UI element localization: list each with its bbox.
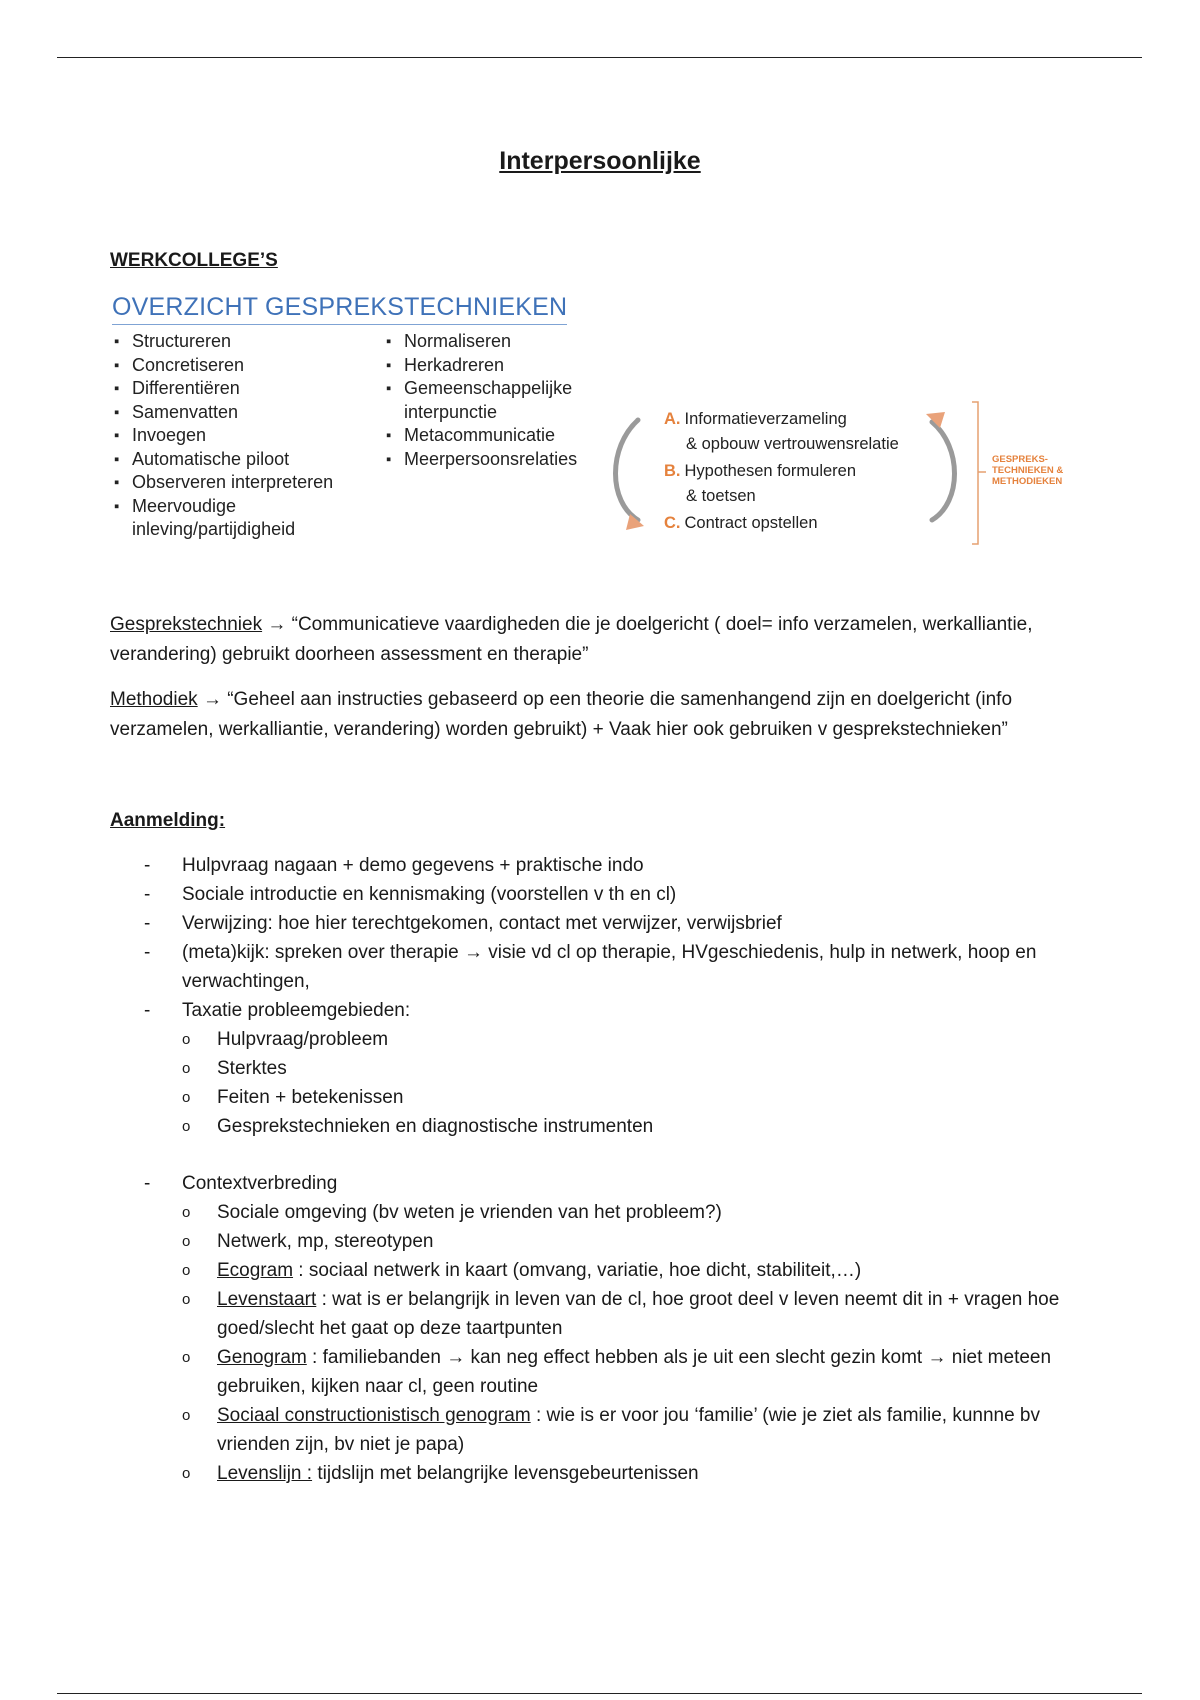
sub-list-item: o Sterktes bbox=[182, 1058, 287, 1079]
footer-rule bbox=[57, 1693, 1142, 1694]
page-title: Interpersoonlijke bbox=[499, 147, 701, 175]
technique-item: ▪ Structureren bbox=[112, 330, 333, 354]
sub-list-item: o Ecogram : sociaal netwerk in kaart (omvang, variatie, hoe dicht, stabiliteit,…) bbox=[182, 1260, 862, 1281]
technique-item: ▪ Concretiseren bbox=[112, 354, 333, 378]
step-a-line2: & opbouw vertrouwensrelatie bbox=[686, 435, 899, 453]
technique-item: ▪ Observeren interpreteren bbox=[112, 471, 333, 495]
section-aanmelding: Aanmelding: bbox=[110, 810, 226, 831]
process-diagram bbox=[600, 392, 1090, 552]
technique-item: ▪ Meerpersoonsrelaties bbox=[384, 448, 577, 472]
list-item: - Hulpvraag nagaan + demo gegevens + praktische indo bbox=[144, 855, 644, 876]
technique-item: ▪ Samenvatten bbox=[112, 401, 333, 425]
technique-item: ▪ Gemeenschappelijke bbox=[384, 377, 577, 401]
technique-item: ▪ Metacommunicatie bbox=[384, 424, 577, 448]
sub-list-item: o Gesprekstechnieken en diagnostische instrumenten bbox=[182, 1116, 654, 1137]
sub-list-item: o Levenslijn : tijdslijn met belangrijke levensgebeurtenissen bbox=[182, 1463, 699, 1484]
step-b: B. Hypothesen formuleren bbox=[664, 462, 857, 480]
list-spacer bbox=[110, 1141, 1110, 1169]
sub-list-item: o Genogram : familiebanden → kan neg effect hebben als je uit een slecht gezin komt → niet meteen gebruiken, kijken naar cl, geen routine bbox=[182, 1347, 1052, 1397]
side-label: GESPREKS- TECHNIEKEN & METHODIEKEN bbox=[992, 454, 1064, 487]
step-c: C. Contract opstellen bbox=[664, 514, 818, 532]
sub-list-item: o Hulpvraag/probleem bbox=[182, 1029, 389, 1050]
step-b-line2: & toetsen bbox=[686, 487, 756, 505]
definition-gesprekstechniek: Gesprekstechniek → “Communicatieve vaardigheden die je doelgericht ( doel= info verzamelen, werkalliantie, verandering) gebruikt doorheen assessment en therapie” bbox=[110, 614, 1033, 665]
technique-item: ▪ Herkadreren bbox=[384, 354, 577, 378]
technique-item: ▪ Automatische piloot bbox=[112, 448, 333, 472]
list-item: - Sociale introductie en kennismaking (voorstellen v th en cl) bbox=[144, 884, 677, 905]
technique-item-continuation: inleving/partijdigheid bbox=[132, 519, 296, 539]
aanmelding-list bbox=[110, 851, 1110, 1488]
technique-item: ▪ Meervoudige bbox=[112, 495, 333, 519]
sub-list-item: o Netwerk, mp, stereotypen bbox=[182, 1231, 434, 1252]
list-item: - Taxatie probleemgebieden: bbox=[144, 1000, 411, 1021]
techniques-column-2 bbox=[384, 330, 577, 471]
list-item: - (meta)kijk: spreken over therapie → visie vd cl op therapie, HVgeschiedenis, hulp in netwerk, hoop en verwachtingen, bbox=[144, 942, 1037, 992]
sub-list-item: o Sociale omgeving (bv weten je vrienden van het probleem?) bbox=[182, 1202, 722, 1223]
technique-item: ▪ Invoegen bbox=[112, 424, 333, 448]
technique-item: ▪ Normaliseren bbox=[384, 330, 577, 354]
step-a: A. Informatieverzameling bbox=[664, 410, 847, 428]
header-rule bbox=[57, 57, 1142, 58]
sub-list-item: o Feiten + betekenissen bbox=[182, 1087, 404, 1108]
techniques-column-1 bbox=[112, 330, 333, 542]
list-item: - Contextverbreding bbox=[144, 1173, 338, 1194]
technique-item-continuation: interpunctie bbox=[404, 401, 498, 422]
sub-list-item: o Sociaal constructionistisch genogram : wie is er voor jou ‘familie’ (wie je ziet als familie, kunnne bv vrienden zijn, bv niet je papa) bbox=[182, 1405, 1040, 1455]
list-item: - Verwijzing: hoe hier terechtgekomen, contact met verwijzer, verwijsbrief bbox=[144, 913, 782, 934]
definition-methodiek: Methodiek → “Geheel aan instructies gebaseerd op een theorie die samenhangend zijn en doelgericht (info verzamelen, werkalliantie, verandering) worden gebruikt) + Vaak hier ook gebruiken v gesprekstechnieken” bbox=[110, 689, 1013, 740]
sub-list-item: o Levenstaart : wat is er belangrijk in leven van de cl, hoe groot deel v leven neemt dit in + vragen hoe goed/slecht het gaat op deze taartpunten bbox=[182, 1289, 1060, 1339]
section-werkcolleges: WERKCOLLEGE’S bbox=[110, 250, 278, 271]
slide-heading: OVERZICHT GESPREKSTECHNIEKEN bbox=[112, 293, 568, 321]
technique-item: ▪ Differentiëren bbox=[112, 377, 333, 401]
